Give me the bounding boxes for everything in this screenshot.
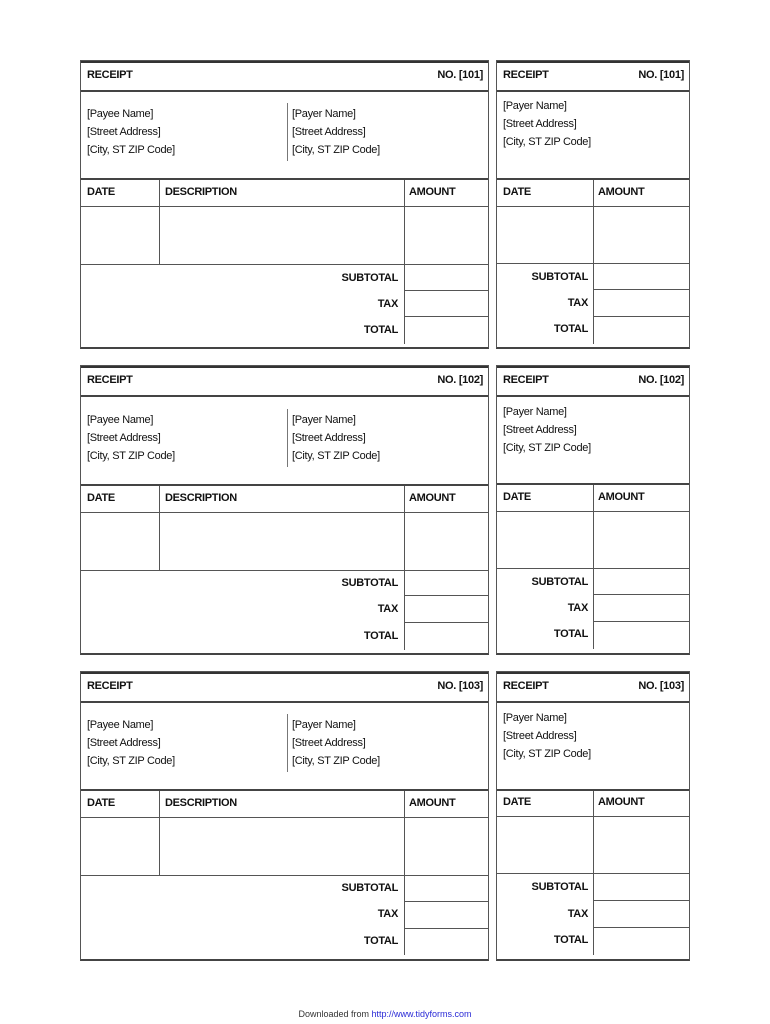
stub-payer-name: [Payer Name] xyxy=(503,406,567,418)
stub-amount-header: AMOUNT xyxy=(598,186,645,198)
header-rule xyxy=(81,512,488,513)
stub-number: NO. [101] xyxy=(638,69,684,81)
stub-amount-header: AMOUNT xyxy=(598,796,645,808)
description-header: DESCRIPTION xyxy=(165,797,237,809)
stub-tax-label: TAX xyxy=(567,908,588,920)
stub-total-label: TOTAL xyxy=(553,628,588,640)
table-top-rule xyxy=(81,484,488,486)
stub-payer-street: [Street Address] xyxy=(503,118,577,130)
date-column-rule xyxy=(159,791,160,875)
amount-header: AMOUNT xyxy=(409,797,456,809)
payee-address xyxy=(87,716,175,770)
stub-payer-address xyxy=(503,97,591,151)
stub-total-label: TOTAL xyxy=(553,934,588,946)
stub-items-bottom-rule xyxy=(497,873,689,874)
table-top-rule xyxy=(81,178,488,180)
stub-title: RECEIPT xyxy=(503,680,549,692)
stub-amount-column-rule xyxy=(593,485,594,649)
payee-address xyxy=(87,411,175,465)
amount-header: AMOUNT xyxy=(409,186,456,198)
subtotal-label: SUBTOTAL xyxy=(341,882,398,894)
stub-payer-city: [City, ST ZIP Code] xyxy=(503,442,591,454)
payee-address xyxy=(87,105,175,159)
stub-subtotal-label: SUBTOTAL xyxy=(531,271,588,283)
address-divider xyxy=(287,103,288,161)
payee-name: [Payee Name] xyxy=(87,719,154,731)
tax-rule xyxy=(404,316,488,317)
stub-payer-city: [City, ST ZIP Code] xyxy=(503,136,591,148)
total-label: TOTAL xyxy=(363,935,398,947)
description-header: DESCRIPTION xyxy=(165,492,237,504)
stub-number: NO. [102] xyxy=(638,374,684,386)
payer-name: [Payer Name] xyxy=(292,108,356,120)
stub-header xyxy=(497,366,689,397)
date-header: DATE xyxy=(87,186,115,198)
amount-column-rule xyxy=(404,486,405,650)
stub-subtotal-rule xyxy=(593,289,689,290)
receipt-stub-103 xyxy=(496,671,690,961)
receipt-title: RECEIPT xyxy=(87,680,133,692)
download-footer xyxy=(0,1009,770,1019)
amount-column-rule xyxy=(404,180,405,344)
receipt-main-103 xyxy=(80,671,489,961)
stub-payer-address xyxy=(503,403,591,457)
tax-label: TAX xyxy=(377,908,398,920)
stub-date-header: DATE xyxy=(503,491,531,503)
payer-name: [Payer Name] xyxy=(292,414,356,426)
receipt-title: RECEIPT xyxy=(87,374,133,386)
stub-subtotal-label: SUBTOTAL xyxy=(531,576,588,588)
receipt-main-101 xyxy=(80,60,489,349)
payer-address xyxy=(292,105,380,159)
subtotal-label: SUBTOTAL xyxy=(341,272,398,284)
stub-date-header: DATE xyxy=(503,796,531,808)
payee-street: [Street Address] xyxy=(87,737,161,749)
address-divider xyxy=(287,409,288,467)
payee-city: [City, ST ZIP Code] xyxy=(87,144,175,156)
payee-name: [Payee Name] xyxy=(87,108,154,120)
receipt-header xyxy=(81,672,488,703)
stub-payer-address xyxy=(503,709,591,763)
tax-rule xyxy=(404,928,488,929)
stub-amount-column-rule xyxy=(593,180,594,344)
total-label: TOTAL xyxy=(363,630,398,642)
receipt-title: RECEIPT xyxy=(87,69,133,81)
footer-link[interactable]: http://www.tidyforms.com xyxy=(371,1009,472,1019)
receipt-number: NO. [101] xyxy=(437,69,483,81)
items-bottom-rule xyxy=(81,875,488,876)
stub-subtotal-label: SUBTOTAL xyxy=(531,881,588,893)
stub-items-bottom-rule xyxy=(497,568,689,569)
stub-items-bottom-rule xyxy=(497,263,689,264)
header-rule xyxy=(81,817,488,818)
receipt-number: NO. [102] xyxy=(437,374,483,386)
date-column-rule xyxy=(159,180,160,264)
amount-column-rule xyxy=(404,791,405,955)
receipt-number: NO. [103] xyxy=(437,680,483,692)
receipt-stub-102 xyxy=(496,365,690,655)
payer-street: [Street Address] xyxy=(292,126,366,138)
stub-number: NO. [103] xyxy=(638,680,684,692)
footer-prefix: Downloaded from xyxy=(298,1009,369,1019)
date-column-rule xyxy=(159,486,160,570)
stub-tax-rule xyxy=(593,621,689,622)
tax-label: TAX xyxy=(377,603,398,615)
tax-label: TAX xyxy=(377,298,398,310)
stub-tax-rule xyxy=(593,927,689,928)
address-divider xyxy=(287,714,288,772)
receipt-main-102 xyxy=(80,365,489,655)
stub-payer-name: [Payer Name] xyxy=(503,712,567,724)
total-label: TOTAL xyxy=(363,324,398,336)
payer-name: [Payer Name] xyxy=(292,719,356,731)
payee-city: [City, ST ZIP Code] xyxy=(87,755,175,767)
stub-total-label: TOTAL xyxy=(553,323,588,335)
payer-city: [City, ST ZIP Code] xyxy=(292,450,380,462)
items-bottom-rule xyxy=(81,264,488,265)
payee-street: [Street Address] xyxy=(87,432,161,444)
payer-city: [City, ST ZIP Code] xyxy=(292,144,380,156)
header-rule xyxy=(81,206,488,207)
payee-name: [Payee Name] xyxy=(87,414,154,426)
stub-payer-name: [Payer Name] xyxy=(503,100,567,112)
stub-title: RECEIPT xyxy=(503,374,549,386)
stub-subtotal-rule xyxy=(593,594,689,595)
payee-street: [Street Address] xyxy=(87,126,161,138)
payee-city: [City, ST ZIP Code] xyxy=(87,450,175,462)
stub-subtotal-rule xyxy=(593,900,689,901)
subtotal-rule xyxy=(404,901,488,902)
items-bottom-rule xyxy=(81,570,488,571)
stub-amount-header: AMOUNT xyxy=(598,491,645,503)
stub-payer-city: [City, ST ZIP Code] xyxy=(503,748,591,760)
tax-rule xyxy=(404,622,488,623)
stub-title: RECEIPT xyxy=(503,69,549,81)
date-header: DATE xyxy=(87,797,115,809)
payer-street: [Street Address] xyxy=(292,737,366,749)
receipt-header xyxy=(81,61,488,92)
amount-header: AMOUNT xyxy=(409,492,456,504)
stub-payer-street: [Street Address] xyxy=(503,730,577,742)
stub-header xyxy=(497,61,689,92)
date-header: DATE xyxy=(87,492,115,504)
payer-address xyxy=(292,411,380,465)
stub-tax-label: TAX xyxy=(567,297,588,309)
stub-date-header: DATE xyxy=(503,186,531,198)
subtotal-label: SUBTOTAL xyxy=(341,577,398,589)
payer-address xyxy=(292,716,380,770)
stub-tax-label: TAX xyxy=(567,602,588,614)
table-top-rule xyxy=(81,789,488,791)
stub-header xyxy=(497,672,689,703)
payer-street: [Street Address] xyxy=(292,432,366,444)
stub-tax-rule xyxy=(593,316,689,317)
description-header: DESCRIPTION xyxy=(165,186,237,198)
receipt-header xyxy=(81,366,488,397)
subtotal-rule xyxy=(404,290,488,291)
payer-city: [City, ST ZIP Code] xyxy=(292,755,380,767)
receipt-stub-101 xyxy=(496,60,690,349)
subtotal-rule xyxy=(404,595,488,596)
stub-payer-street: [Street Address] xyxy=(503,424,577,436)
